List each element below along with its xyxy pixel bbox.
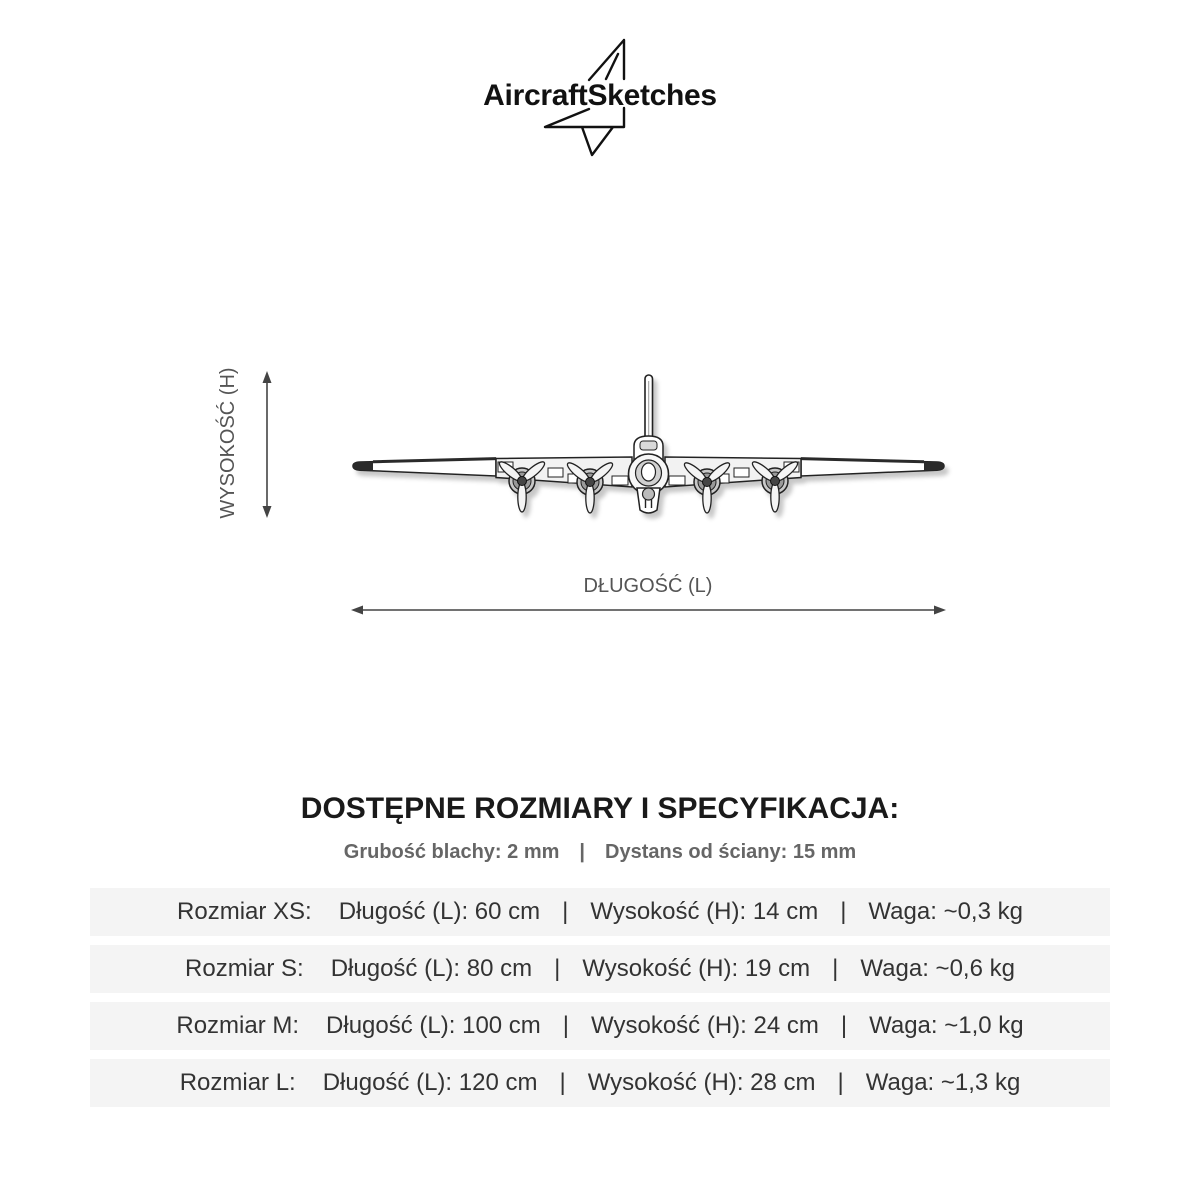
- height-value: Wysokość (H): 24 cm: [591, 1012, 819, 1039]
- separator: |: [554, 955, 561, 982]
- logo-mark-lower: [545, 108, 624, 155]
- length-arrow-head-left: [351, 606, 363, 615]
- size-label: Rozmiar S:: [185, 955, 304, 982]
- wing-tip: [353, 462, 373, 471]
- separator: |: [837, 1069, 844, 1096]
- separator: |: [840, 898, 847, 925]
- length-arrow-head-right: [934, 606, 946, 615]
- length-dimension-label: DŁUGOŚĆ (L): [583, 575, 713, 597]
- fuselage: [629, 436, 669, 513]
- length-value: Długość (L): 60 cm: [338, 898, 541, 925]
- weight-value: Waga: ~1,3 kg: [865, 1069, 1021, 1096]
- tail-fin: [645, 375, 653, 441]
- logo-mark-upper: [589, 40, 624, 80]
- size-label: Rozmiar L:: [179, 1069, 296, 1096]
- separator: |: [832, 955, 839, 982]
- wall-distance: Dystans od ściany: 15 mm: [605, 841, 857, 863]
- brand-logo-text: AircraftSketches: [483, 79, 717, 112]
- size-row-l: [90, 1059, 1110, 1107]
- wing-panel: [548, 468, 563, 477]
- left-wing-assembly: [353, 457, 632, 513]
- height-arrow-head-top: [263, 371, 272, 383]
- separator: |: [562, 1012, 570, 1039]
- spec-heading: DOSTĘPNE ROZMIARY I SPECYFIKACJA:: [300, 792, 900, 825]
- separator: |: [562, 898, 569, 925]
- sheet-thickness: Grubość blachy: 2 mm: [343, 841, 560, 863]
- right-wing-assembly: [665, 457, 944, 513]
- size-row-s: [90, 945, 1110, 993]
- propeller-spinner: [518, 477, 527, 486]
- length-value: Długość (L): 120 cm: [322, 1069, 538, 1096]
- separator: |: [559, 1069, 566, 1096]
- cockpit-window: [640, 441, 657, 450]
- length-dimension-arrow: [351, 606, 946, 615]
- height-value: Wysokość (H): 28 cm: [587, 1069, 816, 1096]
- height-dimension-label: WYSOKOŚĆ (H): [217, 367, 239, 519]
- aircraft-illustration: [353, 375, 944, 513]
- separator: |: [579, 841, 585, 863]
- size-row-m: [90, 1002, 1110, 1050]
- nose-cone: [642, 463, 656, 481]
- weight-value: Waga: ~0,3 kg: [868, 898, 1023, 925]
- propeller-blade: [518, 482, 526, 512]
- size-label: Rozmiar XS:: [177, 898, 312, 925]
- height-value: Wysokość (H): 14 cm: [590, 898, 819, 925]
- size-label: Rozmiar M:: [176, 1012, 300, 1039]
- length-value: Długość (L): 80 cm: [330, 955, 533, 982]
- height-dimension-arrow: [263, 371, 272, 518]
- height-value: Wysokość (H): 19 cm: [582, 955, 811, 982]
- size-table: [90, 888, 1110, 1116]
- size-row-xs: [90, 888, 1110, 936]
- weight-value: Waga: ~1,0 kg: [869, 1012, 1024, 1039]
- length-value: Długość (L): 100 cm: [326, 1012, 541, 1039]
- height-arrow-head-bottom: [263, 506, 272, 518]
- spec-subheading: [0, 842, 1200, 862]
- propeller-spinner: [586, 478, 595, 487]
- weight-value: Waga: ~0,6 kg: [860, 955, 1015, 982]
- propeller-blade: [586, 483, 594, 513]
- chin-turret: [643, 488, 655, 500]
- wing-panel: [612, 476, 628, 485]
- separator: |: [840, 1012, 848, 1039]
